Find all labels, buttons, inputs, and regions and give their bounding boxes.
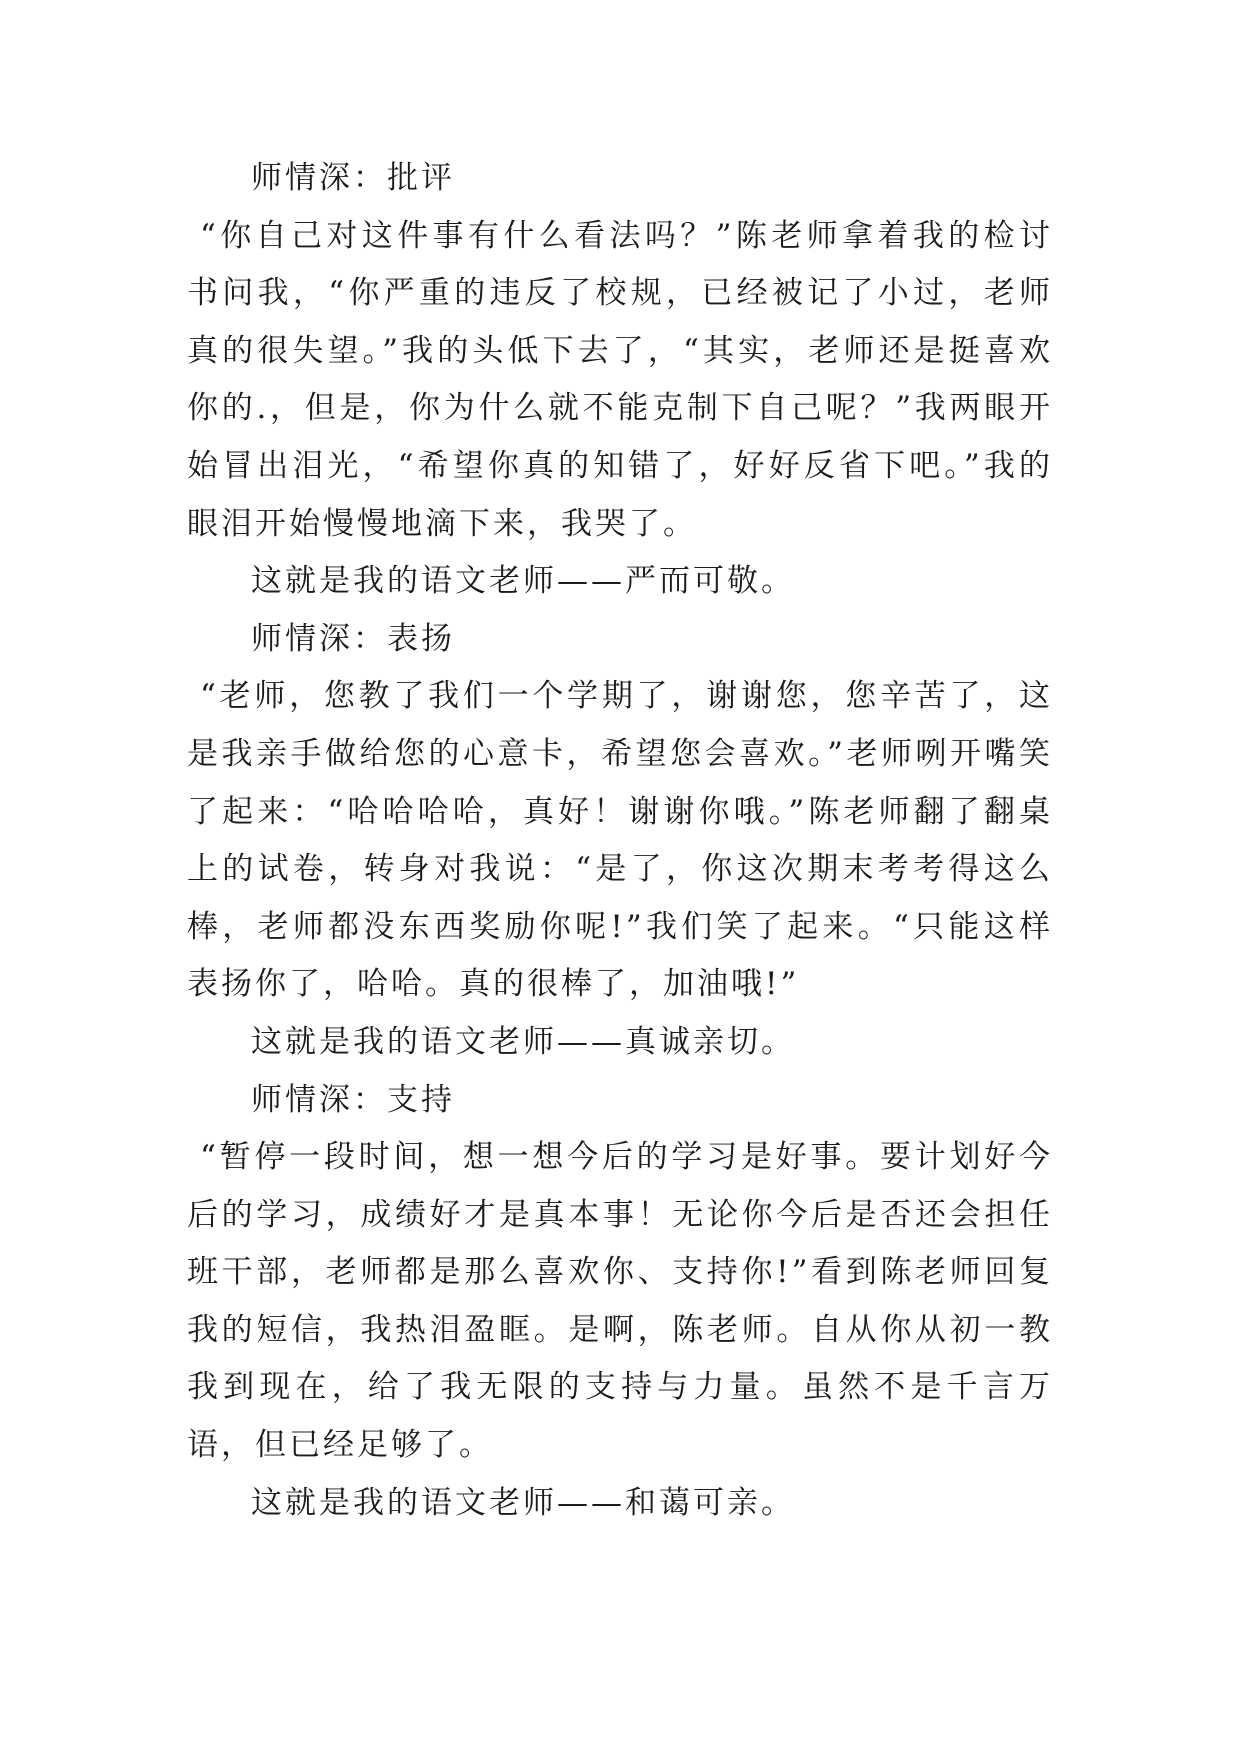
paragraph-criticism-story: “你自己对这件事有什么看法吗？”陈老师拿着我的检讨书问我，“你严重的违反了校规，已经被记了小过，老师真的很失望。”我的头低下去了，“其实，老师还是挺喜欢你的.，但是，你为什么就不能克制下自己呢？”我两眼开始冒出泪光，“希望你真的知错了，好好反省下吧。”我的眼泪开始慢慢地滴下来，我哭了。 xyxy=(187,217,1053,542)
section-heading-criticism: 师情深：批评 xyxy=(251,160,455,196)
paragraph-criticism-summary: 这就是我的语文老师——严而可敬。 xyxy=(251,563,795,600)
paragraph-praise-summary: 这就是我的语文老师——真诚亲切。 xyxy=(251,1023,795,1060)
section-heading-support: 师情深：支持 xyxy=(251,1081,455,1118)
section-heading-praise: 师情深：表扬 xyxy=(251,620,455,657)
paragraph-praise-story: “老师，您教了我们一个学期了，谢谢您，您辛苦了，这是我亲手做给您的心意卡，希望您会喜欢。”老师咧开嘴笑了起来：“哈哈哈哈，真好！谢谢你哦。”陈老师翻了翻桌上的试卷，转身对我说：“是了，你这次期末考考得这么棒，老师都没东西奖励你呢!”我们笑了起来。“只能这样表扬你了，哈哈。真的很棒了，加油哦!” xyxy=(187,678,1053,1003)
paragraph-support-story: “暂停一段时间，想一想今后的学习是好事。要计划好今后的学习，成绩好才是真本事！无论你今后是否还会担任班干部，老师都是那么喜欢你、支持你!”看到陈老师回复我的短信，我热泪盈眶。是啊，陈老师。自从你从初一教我到现在，给了我无限的支持与力量。虽然不是千言万语，但已经足够了。 xyxy=(187,1139,1053,1464)
paragraph-support-summary: 这就是我的语文老师——和蔼可亲。 xyxy=(251,1484,795,1521)
document-body xyxy=(187,150,1053,1532)
